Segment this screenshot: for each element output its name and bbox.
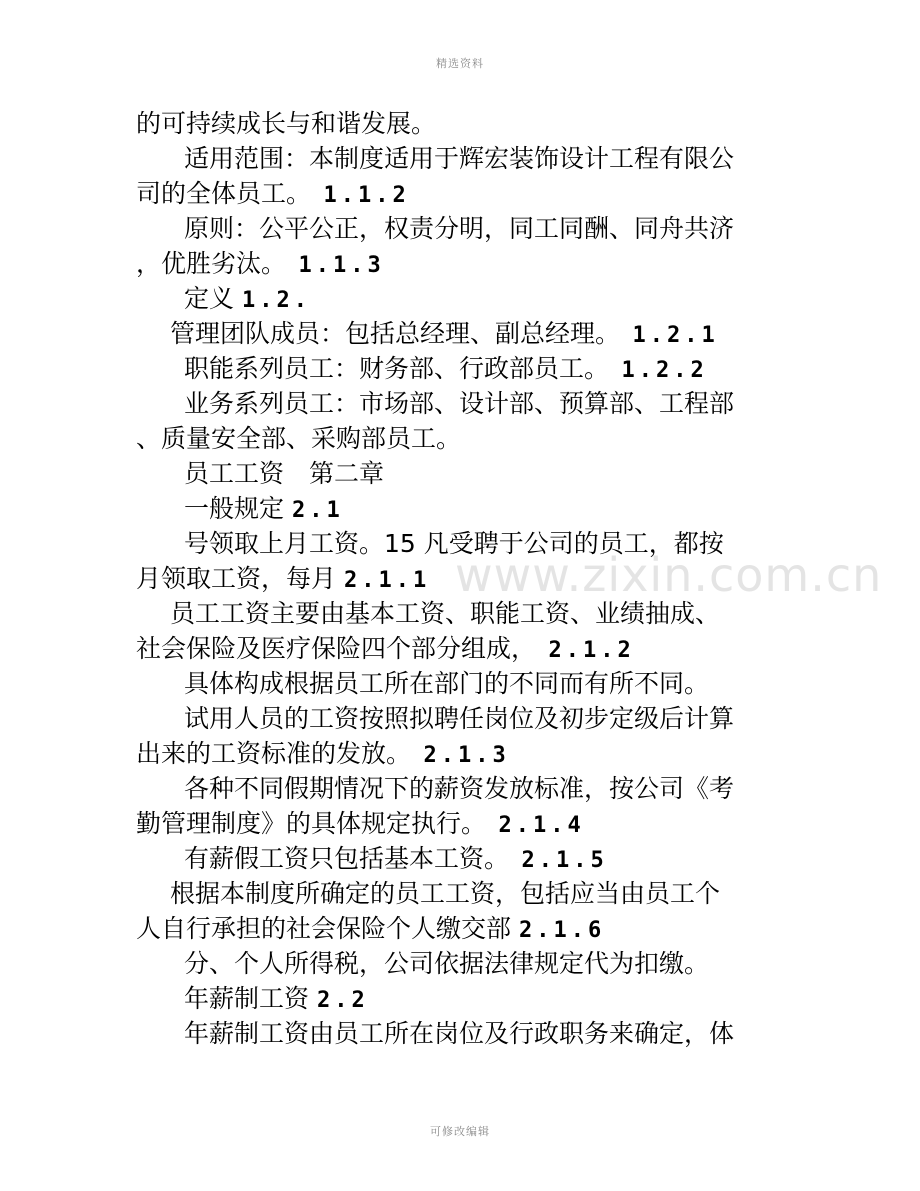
section-number: 2.1.1 [343, 568, 431, 593]
text-line [136, 561, 796, 596]
line-text: 号领取上月工资。15 凡受聘于公司的员工，都按 [184, 529, 724, 558]
text-line [136, 211, 796, 246]
line-text: 人自行承担的社会保险个人缴交部 [136, 914, 512, 943]
text-line [136, 316, 796, 351]
text-line [136, 771, 796, 806]
line-text: 一般规定 [184, 494, 285, 523]
text-line [136, 176, 796, 211]
line-text: 月领取工资，每月 [136, 564, 337, 593]
line-text: 、质量安全部、采购部员工。 [136, 424, 462, 453]
section-number: 2.1.5 [521, 848, 608, 873]
section-number: 1.2.1 [632, 323, 719, 348]
line-text: 出来的工资标准的发放。 [136, 739, 399, 768]
text-line [136, 946, 796, 981]
line-text: 员工工资 第二章 [184, 459, 385, 488]
text-line [136, 421, 796, 456]
text-line [136, 701, 796, 736]
text-line [136, 526, 796, 561]
text-line [136, 1016, 796, 1051]
line-text: 勤管理制度》的具体规定执行。 [136, 809, 474, 838]
watermark-text: www.zixin.com.cn [455, 548, 883, 602]
section-heading [136, 491, 796, 526]
text-line [136, 631, 796, 666]
page-header-note: 精选资料 [436, 57, 484, 70]
line-text: 年薪制工资 [184, 984, 310, 1013]
section-number: 2.1.4 [498, 813, 585, 838]
section-number: 1.2.2 [621, 358, 708, 383]
text-line [136, 666, 796, 701]
line-text: 司的全体员工。 [136, 179, 299, 208]
line-text: 的可持续成长与和谐发展。 [136, 109, 437, 138]
page-footer-note: 可修改编辑 [430, 1125, 490, 1138]
text-line [136, 351, 796, 386]
line-text: 分、个人所得税，公司依据法律规定代为扣缴。 [184, 949, 710, 978]
line-text: 职能系列员工：财务部、行政部员工。 [184, 354, 597, 383]
text-line [136, 246, 796, 281]
text-line [136, 281, 796, 316]
chapter-heading [136, 456, 796, 491]
line-text: 各种不同假期情况下的薪资发放标准，按公司《考 [184, 774, 735, 803]
section-number: 2.2 [316, 988, 369, 1013]
line-text: 有薪假工资只包括基本工资。 [184, 844, 497, 873]
text-line [136, 106, 796, 141]
section-heading [136, 981, 796, 1016]
line-text: ，优胜劣汰。 [136, 249, 274, 278]
section-number: 2.1 [291, 498, 344, 523]
section-number: 2.1.2 [548, 638, 635, 663]
section-number: 1.1.3 [298, 253, 385, 278]
section-number: 2.1.3 [423, 743, 510, 768]
text-line [136, 806, 796, 841]
text-line [136, 876, 796, 911]
section-number: 2.1.6 [518, 918, 606, 943]
line-text: 社会保险及医疗保险四个部分组成， [136, 634, 524, 663]
text-line [136, 386, 796, 421]
line-text: 适用范围：本制度适用于辉宏装饰设计工程有限公 [184, 144, 735, 173]
line-text: 根据本制度所确定的员工工资，包括应当由员工个 [170, 879, 721, 908]
text-line [136, 911, 796, 946]
line-text: 员工工资主要由基本工资、职能工资、业绩抽成、 [170, 599, 721, 628]
section-number: 1.1.2 [323, 183, 410, 208]
line-text: 原则：公平公正，权责分明，同工同酬、同舟共济 [184, 214, 735, 243]
text-line [136, 736, 796, 771]
section-number: 1.2. [241, 288, 311, 313]
line-text: 试用人员的工资按照拟聘任岗位及初步定级后计算 [184, 704, 735, 733]
text-line [136, 841, 796, 876]
document-body [136, 106, 796, 1051]
line-text: 管理团队成员：包括总经理、副总经理。 [170, 319, 608, 348]
line-text: 定义 [184, 284, 235, 313]
line-text: 具体构成根据员工所在部门的不同而有所不同。 [184, 669, 710, 698]
line-text: 年薪制工资由员工所在岗位及行政职务来确定，体 [184, 1019, 735, 1048]
text-line [136, 596, 796, 631]
text-line [136, 141, 796, 176]
line-text: 业务系列员工：市场部、设计部、预算部、工程部 [184, 389, 735, 418]
